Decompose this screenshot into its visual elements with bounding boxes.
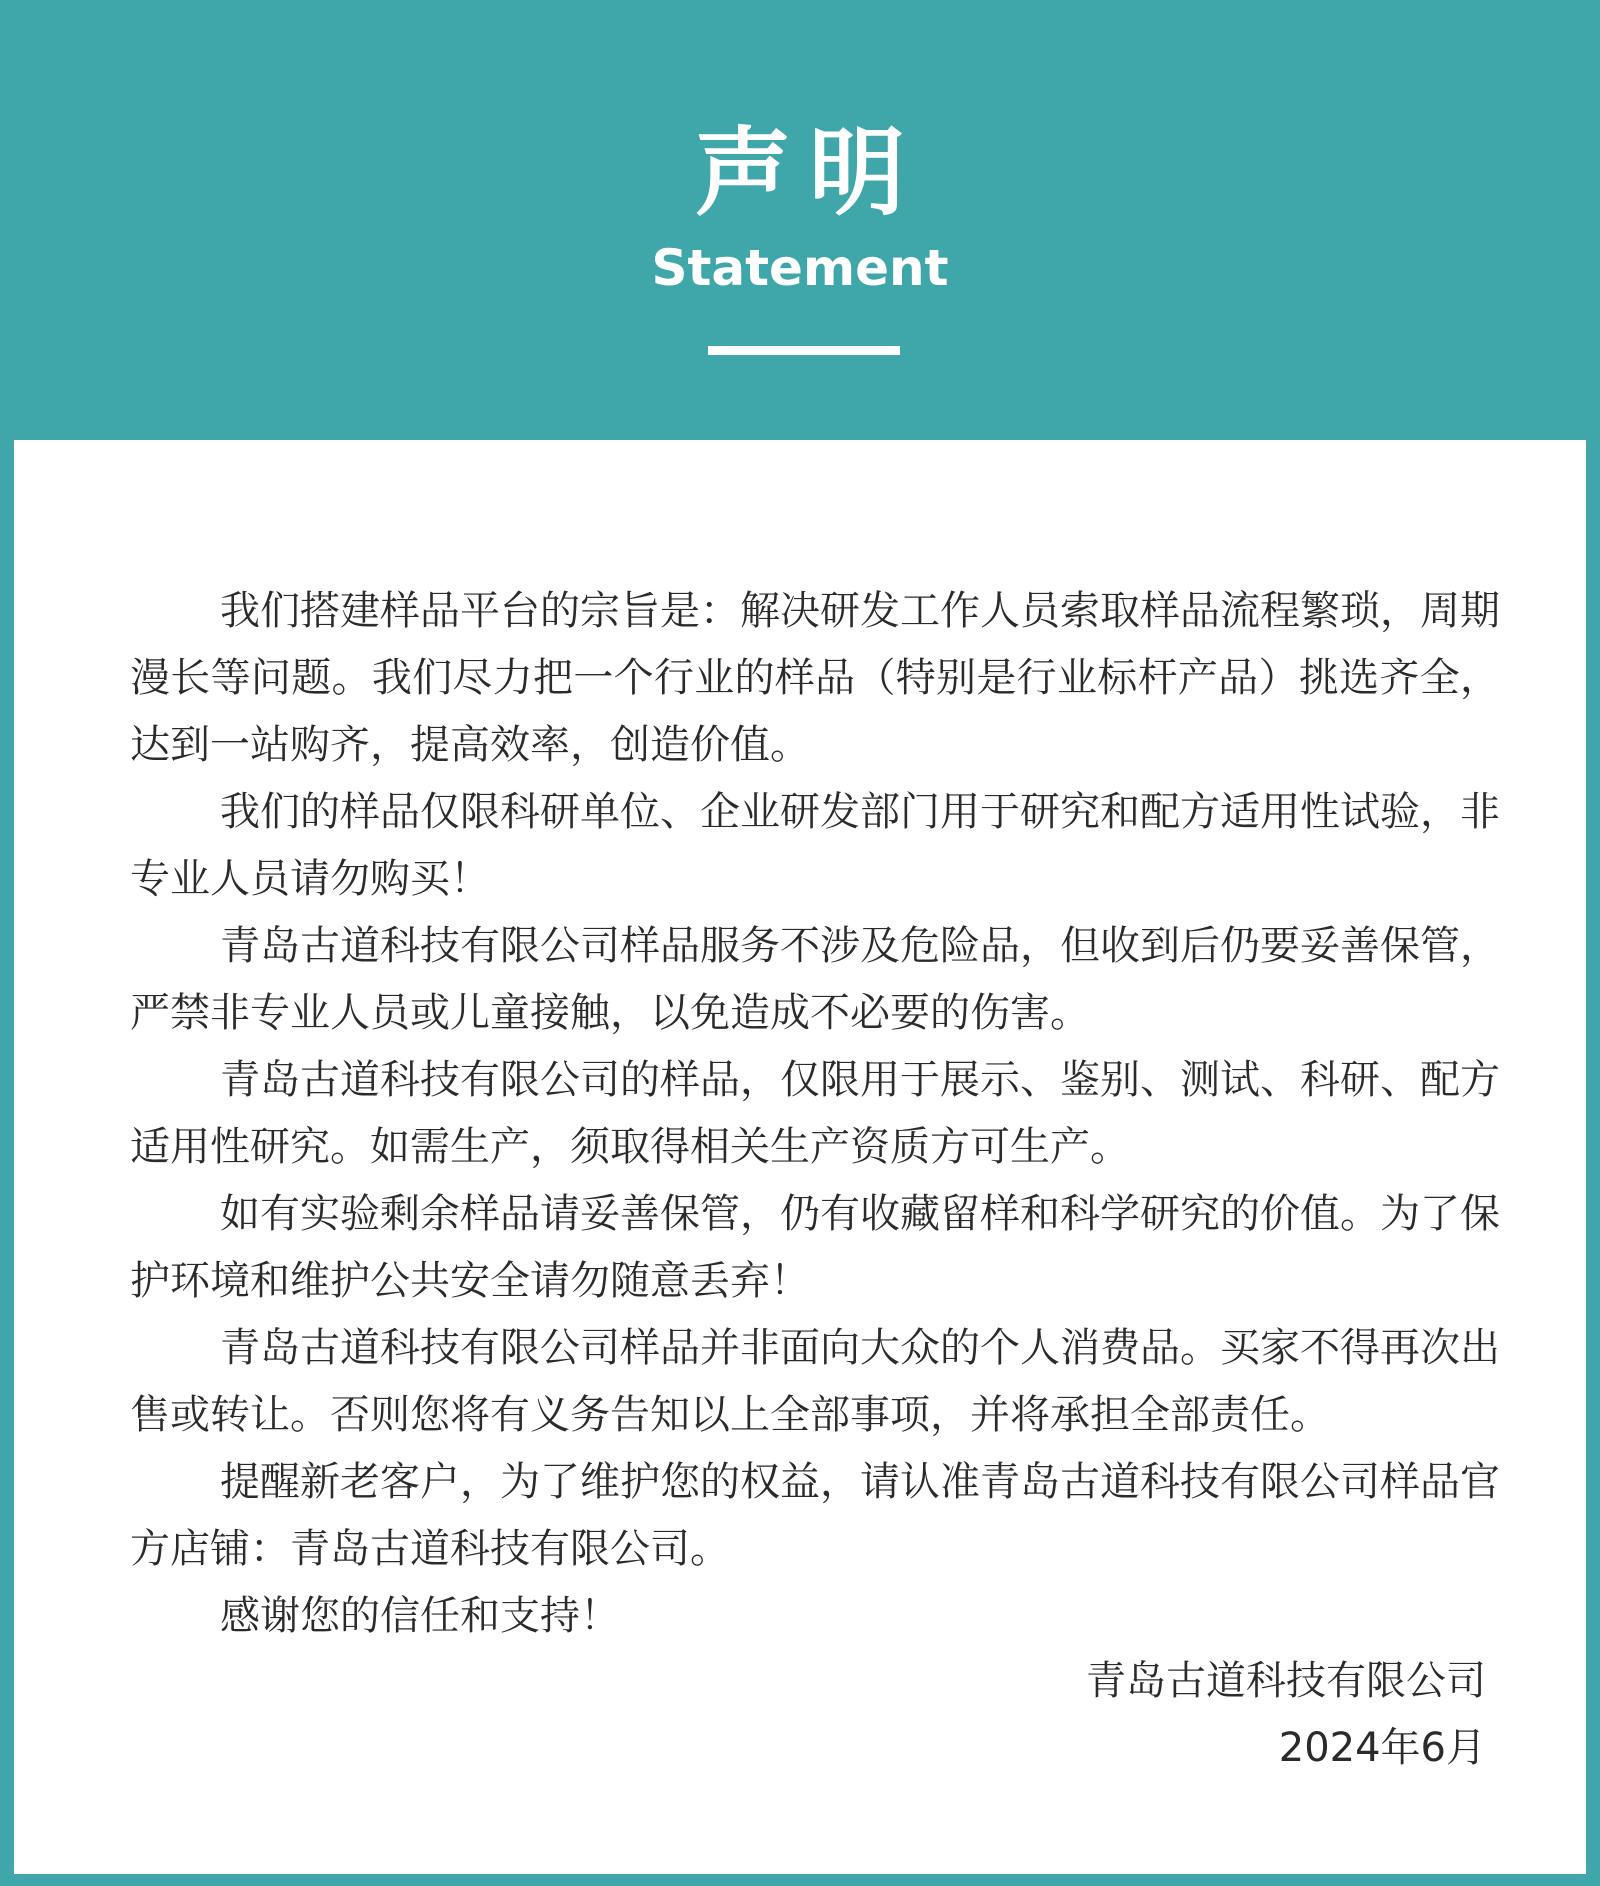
- paragraph-purpose: 我们搭建样品平台的宗旨是：解决研发工作人员索取样品流程繁琐，周期漫长等问题。我们尽力把一个行业的样品（特别是行业标杆产品）挑选齐全，达到一站购齐，提高效率，创造价值。: [130, 588, 1500, 768]
- signoff-company: 青岛古道科技有限公司: [1086, 1658, 1486, 1704]
- title-divider: [708, 346, 900, 355]
- statement-body: [130, 578, 1500, 1650]
- page-title: 声明: [695, 117, 923, 229]
- paragraph-official-store: 提醒新老客户，为了维护您的权益，请认准青岛古道科技有限公司样品官方店铺：青岛古道科技有限公司。: [130, 1459, 1500, 1572]
- paragraph-usage-restriction: 我们的样品仅限科研单位、企业研发部门用于研究和配方适用性试验，非专业人员请勿购买！: [130, 789, 1500, 902]
- paragraph-resale: 青岛古道科技有限公司样品并非面向大众的个人消费品。买家不得再次出售或转让。否则您将有义务告知以上全部事项，并将承担全部责任。: [130, 1325, 1500, 1438]
- paragraph-safety: 青岛古道科技有限公司样品服务不涉及危险品，但收到后仍要妥善保管，严禁非专业人员或儿童接触，以免造成不必要的伤害。: [130, 923, 1500, 1036]
- signoff: [1086, 1648, 1486, 1782]
- signoff-date: 2024年6月: [1278, 1725, 1486, 1771]
- header-banner: [0, 0, 1600, 426]
- paragraph-thanks: 感谢您的信任和支持！: [220, 1593, 620, 1639]
- statement-panel: [14, 440, 1586, 1874]
- paragraph-storage: 如有实验剩余样品请妥善保管，仍有收藏留样和科学研究的价值。为了保护环境和维护公共安全请勿随意丢弃！: [130, 1191, 1500, 1304]
- paragraph-scope: 青岛古道科技有限公司的样品，仅限用于展示、鉴别、测试、科研、配方适用性研究。如需生产，须取得相关生产资质方可生产。: [130, 1057, 1500, 1170]
- page-subtitle: Statement: [651, 239, 949, 297]
